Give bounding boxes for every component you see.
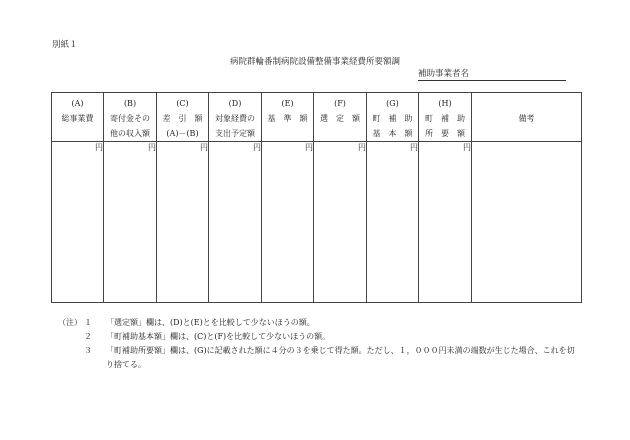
col-letter: (H) [438,99,452,108]
notes-prefix: （注） [58,318,82,327]
col-letter: (B) [123,99,137,108]
col-label-line2: 他の収入額 [110,129,150,138]
value-cell-g[interactable] [367,142,419,303]
header-cell-e [262,93,314,142]
notes-section [58,316,606,372]
col-label-line1: 町 補 助 [372,114,413,123]
value-cell-a[interactable] [52,142,104,303]
col-label-line1: 寄付金その [110,114,150,123]
header-cell-g [367,93,419,142]
note-text: 「町補助基本額」欄は、(C)と(F)を比較して少ないほうの額。 [106,332,331,341]
col-label-line1: 町 補 助 [425,114,465,123]
col-label-line1: 総事業費 [61,114,94,123]
list-item [58,316,606,330]
unit-label: 円 [200,143,208,152]
applicant-name-field[interactable] [418,67,566,81]
header-cell-f [314,93,367,142]
col-letter: (G) [386,99,399,108]
col-letter: (E) [281,99,294,108]
note-number: １ [84,318,92,327]
list-item [58,330,606,344]
table-row [52,142,582,303]
value-cell-f[interactable] [314,142,367,303]
col-letter: (D) [228,99,242,108]
value-cell-d[interactable] [209,142,262,303]
unit-label: 円 [358,143,366,152]
col-label-line1: 備考 [518,114,535,123]
col-label-line1: 選 定 額 [320,114,360,123]
col-label-line2: 所 要 額 [425,129,465,138]
unit-label: 円 [305,143,313,152]
note-continuation: り捨てる。 [106,360,146,369]
note-text: 「選定額」欄は、(D)と(E)とを比較して少ないほうの額。 [106,318,315,327]
value-cell-h[interactable] [419,142,472,303]
table-header-row [52,93,582,142]
unit-label: 円 [253,143,261,152]
col-label-line2: 支出予定額 [215,129,255,138]
header-cell-a [52,93,104,142]
attachment-label: 別紙１ [52,40,78,50]
header-cell-c [157,93,209,142]
unit-label: 円 [410,143,418,152]
list-item [58,344,606,358]
col-label-line2: 基 本 額 [372,129,413,138]
value-cell-b[interactable] [104,142,157,303]
col-label-line1: 基 準 額 [267,114,308,123]
expense-table [51,92,582,303]
unit-label: 円 [463,143,471,152]
header-cell-remarks [472,93,582,142]
page-title: 病院群輪番制病院設備整備事業経費所要額調 [229,57,400,67]
header-cell-h [419,93,472,142]
value-cell-e[interactable] [262,142,314,303]
applicant-label: 補助事業者名 [418,69,470,79]
col-letter: (A) [71,99,84,108]
header-cell-d [209,93,262,142]
col-label-line1: 対象経費の [215,114,255,123]
col-label-line1: 差 引 額 [162,114,203,123]
value-cell-c[interactable] [157,142,209,303]
col-letter: (F) [334,99,346,108]
note-text: 「町補助所要額」欄は、(G)に記載された額に４分の３を乗じて得た額。ただし、１，０００円未満の端数が生じた場合、これを切 [106,346,575,355]
note-number: ３ [84,346,92,355]
value-cell-remarks[interactable] [472,142,582,303]
header-cell-b [104,93,157,142]
col-label-line2: (A)－(B) [166,129,199,138]
unit-label: 円 [148,143,156,152]
col-letter: (C) [176,99,189,108]
unit-label: 円 [95,143,103,152]
note-number: ２ [84,332,92,341]
